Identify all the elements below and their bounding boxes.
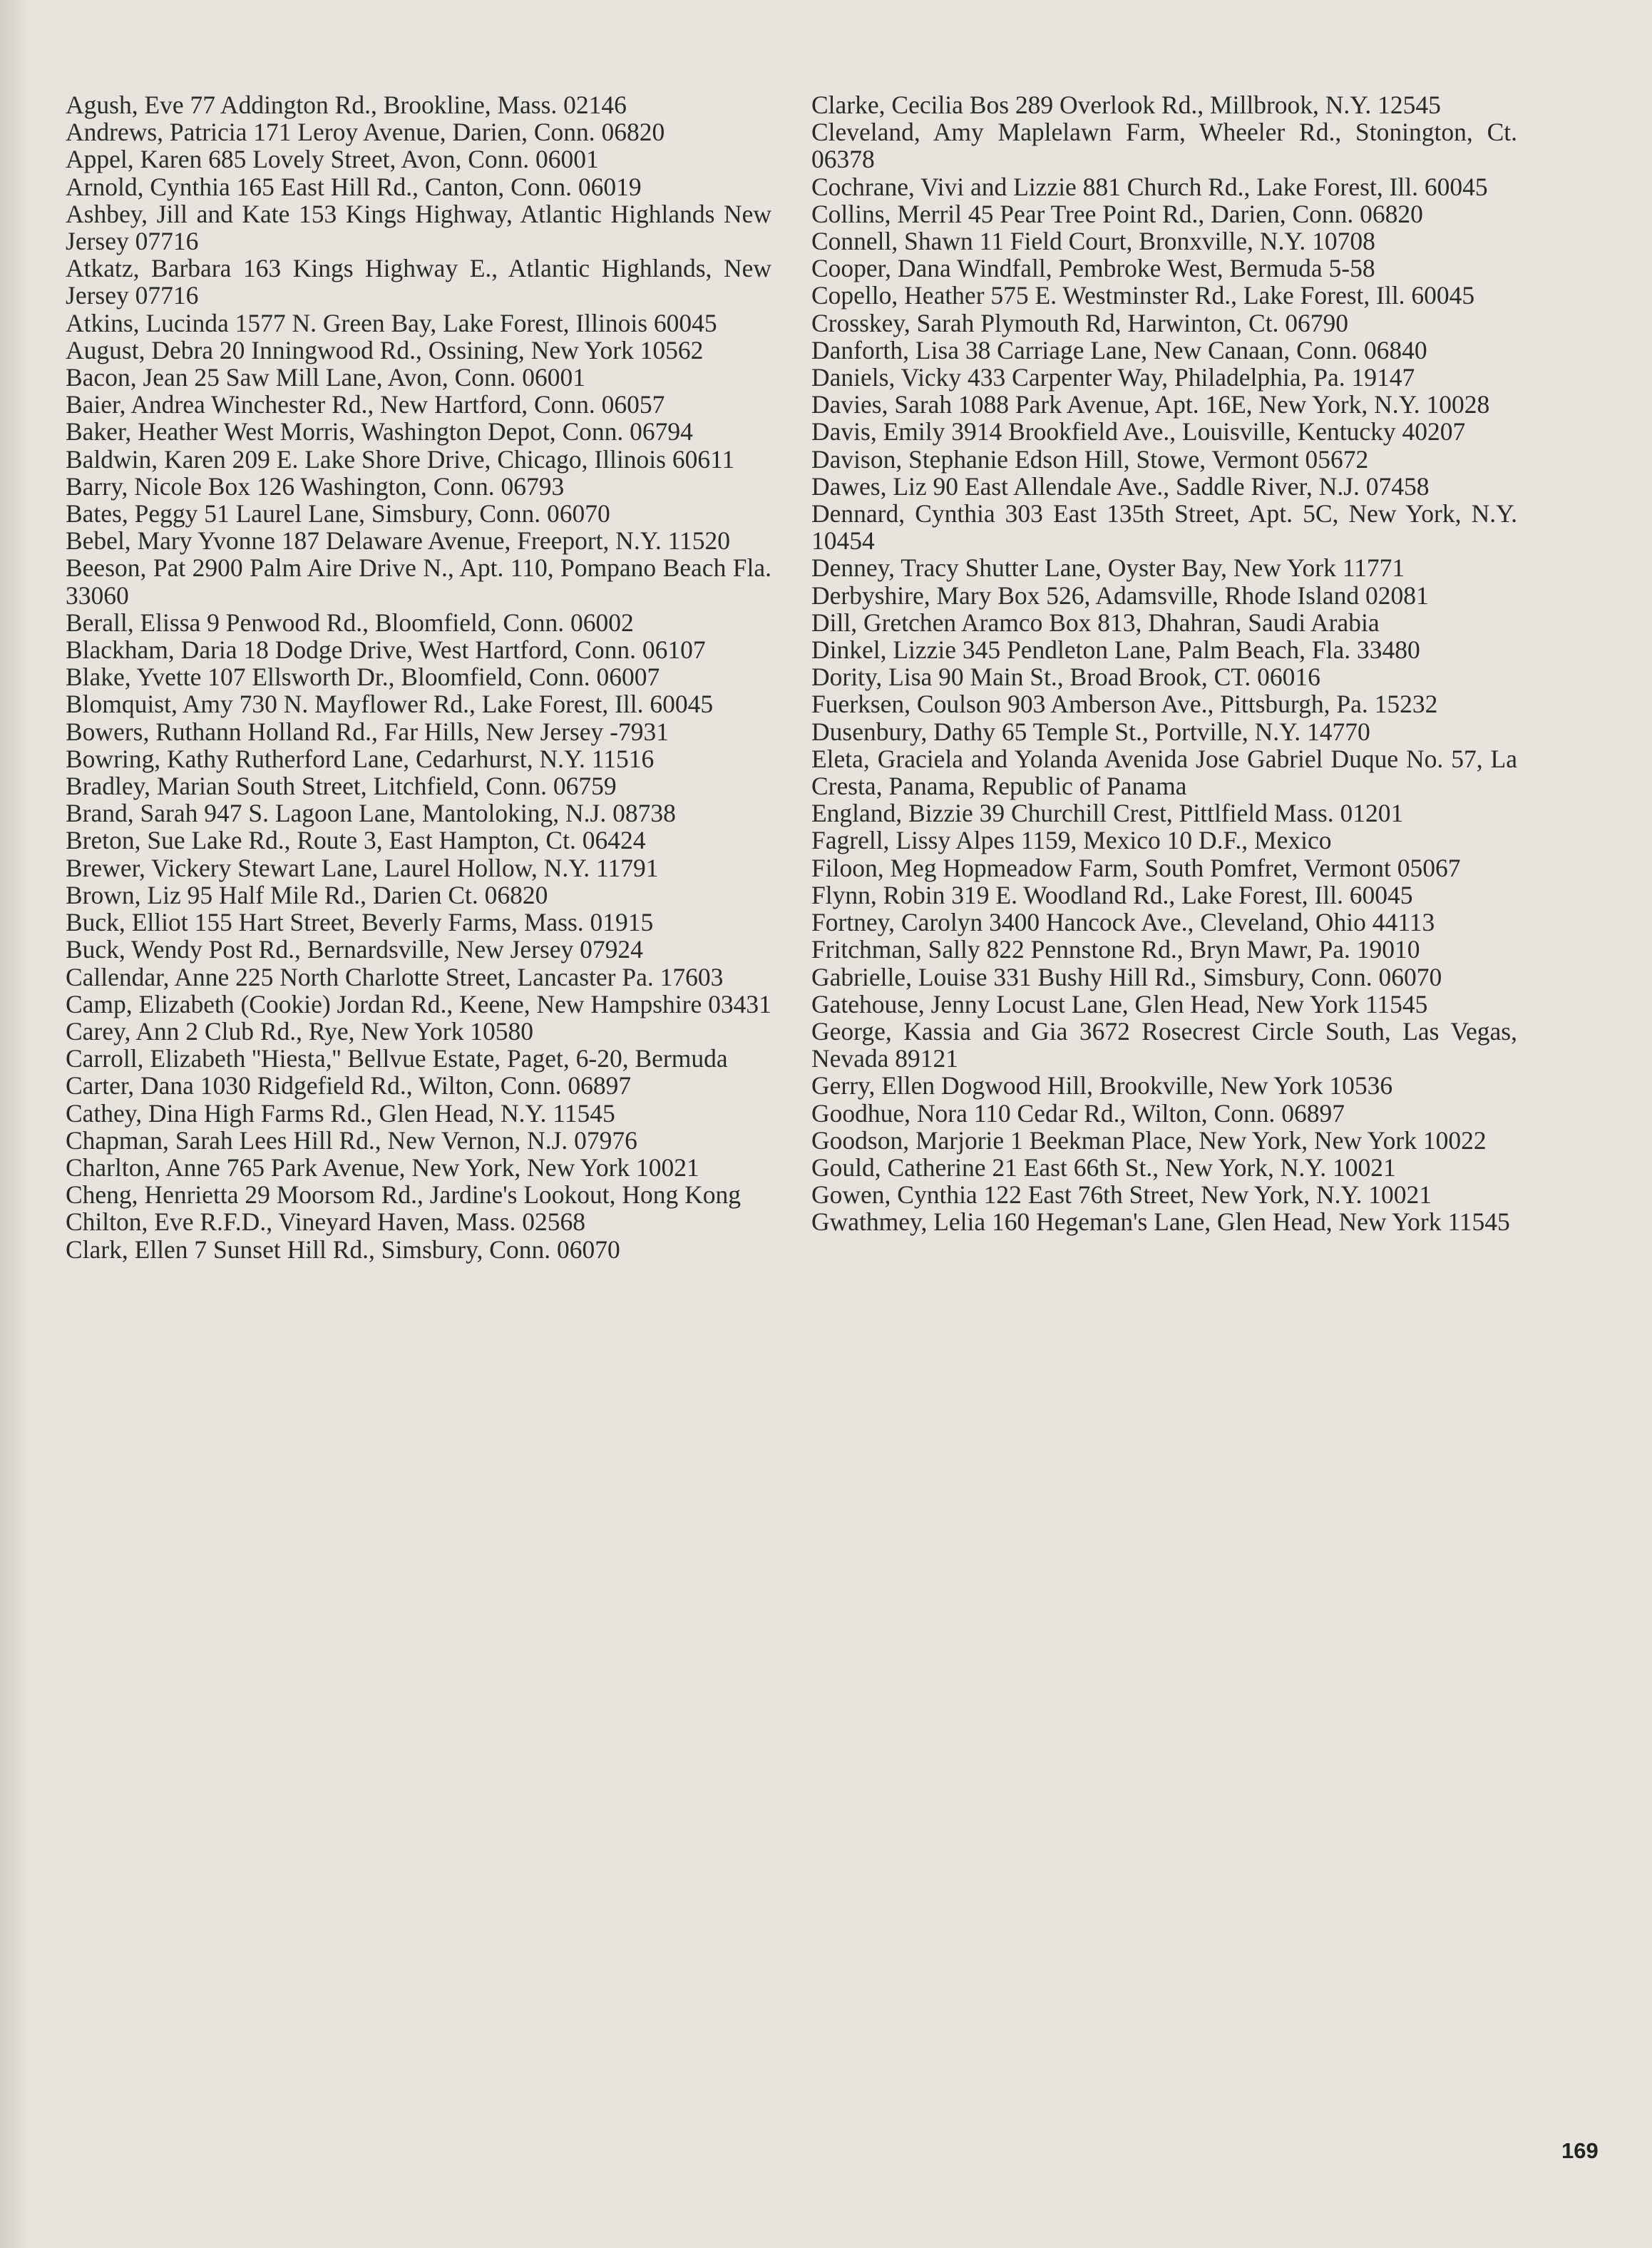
entry-address: Lisa 38 Carriage Lane, New Canaan, Conn. 06840 (915, 335, 1427, 364)
entry-address: Pat 2900 Palm Aire Drive N., Apt. 110, Pompano Beach Fla. 33060 (66, 553, 772, 610)
entry-address: Anne 225 North Charlotte Street, Lancaster Pa. 17603 (174, 962, 724, 991)
entry-address: Barbara 163 Kings Highway E., Atlantic Highlands, New Jersey 07716 (66, 254, 771, 310)
entry-address: Shawn 11 Field Court, Bronxville, N.Y. 10708 (904, 227, 1375, 256)
entry-surname: Filoon, (811, 853, 884, 882)
entry-surname: Berall, (66, 608, 134, 637)
entry-address: Elissa 9 Penwood Rd., Bloomfield, Conn. 06002 (140, 608, 634, 637)
entry-surname: Bowring, (66, 744, 161, 773)
entry-address: Henrietta 29 Moorsom Rd., Jardine's Lookout, Hong Kong (144, 1180, 742, 1210)
entry-address: Cynthia 303 East 135th Street, Apt. 5C, New York, N.Y. 10454 (811, 499, 1518, 556)
directory-entry (811, 909, 1517, 936)
entry-surname: Connell, (811, 227, 898, 256)
entry-surname: Dusenbury, (811, 717, 928, 746)
directory-entry (811, 636, 1517, 663)
entry-surname: Atkatz, (66, 254, 140, 283)
page-binding-shadow (0, 0, 29, 2248)
directory-entry (66, 1181, 771, 1208)
entry-surname: Cheng, (66, 1180, 138, 1210)
entry-address: Sarah Lees Hill Rd., New Vernon, N.J. 07976 (175, 1125, 637, 1155)
entry-address: Catherine 21 East 66th St., New York, N.Y. 10021 (887, 1153, 1396, 1182)
entry-address: Cynthia 165 East Hill Rd., Canton, Conn. 06019 (150, 172, 642, 201)
directory-entry (66, 500, 771, 527)
directory-entry (811, 882, 1517, 909)
entry-surname: Dill, (811, 608, 858, 637)
directory-entry (66, 337, 771, 364)
directory-entry (66, 1154, 771, 1181)
entry-surname: Camp, (66, 989, 133, 1018)
entry-surname: Chapman, (66, 1125, 169, 1155)
entry-address: Marian South Street, Litchfield, Conn. 06759 (156, 772, 617, 801)
directory-entry (66, 554, 771, 608)
entry-surname: Bacon, (66, 363, 137, 392)
directory-entry (811, 500, 1517, 554)
entry-address: Elizabeth (Cookie) Jordan Rd., Keene, New Hampshire 03431 (138, 989, 771, 1018)
directory-entry (66, 418, 771, 445)
directory-entry (66, 527, 771, 554)
entry-address: Louise 331 Bushy Hill Rd., Simsbury, Conn. 06070 (918, 962, 1442, 991)
entry-surname: Breton, (66, 826, 141, 855)
entry-surname: England, (811, 799, 903, 828)
entry-surname: Bates, (66, 499, 128, 528)
entry-surname: Cooper, (811, 254, 891, 283)
directory-entry (66, 200, 771, 255)
directory-entry (811, 582, 1517, 609)
entry-address: Debra 20 Inningwood Rd., Ossining, New York 10562 (151, 335, 704, 364)
directory-entry (811, 718, 1517, 745)
entry-address: Dana 1030 Ridgefield Rd., Wilton, Conn. 06897 (140, 1071, 632, 1100)
entry-address: Sarah Plymouth Rd, Harwinton, Ct. 06790 (916, 308, 1349, 337)
directory-entry (66, 91, 771, 118)
entry-surname: Baldwin, (66, 444, 158, 474)
entry-address: Mary Yvonne 187 Delaware Avenue, Freeport, N.Y. 11520 (137, 526, 731, 556)
directory-entry (811, 690, 1517, 717)
entry-surname: Goodhue, (811, 1098, 911, 1128)
entry-surname: Bradley, (66, 772, 150, 801)
entry-address: Kassia and Gia 3672 Rosecrest Circle South, Las Vegas, Nevada 89121 (811, 1016, 1517, 1073)
entry-surname: Fagrell, (811, 826, 890, 855)
entry-surname: Eleta, (811, 744, 870, 773)
entry-surname: Goodson, (811, 1125, 910, 1155)
directory-entry (811, 418, 1517, 445)
entry-address: Emily 3914 Brookfield Ave., Louisville, Kentucky 40207 (883, 417, 1466, 446)
directory-entry (66, 1236, 771, 1263)
directory-entry (811, 1018, 1517, 1072)
entry-address: Cynthia 122 East 76th Street, New York, N.Y. 10021 (897, 1180, 1432, 1210)
entry-surname: Buck, (66, 908, 125, 937)
directory-entry (66, 827, 771, 854)
directory-column-left (66, 91, 771, 1263)
entry-surname: Buck, (66, 935, 125, 964)
directory-entry (66, 991, 771, 1018)
directory-entry (66, 909, 771, 936)
entry-address: Liz 95 Half Mile Rd., Darien Ct. 06820 (147, 880, 548, 909)
entry-address: Dathy 65 Temple St., Portville, N.Y. 14770 (933, 717, 1370, 746)
entry-address: Dana Windfall, Pembroke West, Bermuda 5-58 (897, 254, 1375, 283)
entry-surname: Cochrane, (811, 172, 915, 201)
directory-entry (811, 310, 1517, 337)
directory-entry (811, 173, 1517, 200)
directory-entry (66, 310, 771, 337)
entry-address: Elliot 155 Hart Street, Beverly Farms, Mass. 01915 (131, 908, 654, 937)
entry-surname: Callendar, (66, 962, 170, 991)
entry-address: Karen 209 E. Lake Shore Drive, Chicago, Illinois 60611 (164, 444, 735, 474)
directory-entry (811, 446, 1517, 473)
entry-address: Ruthann Holland Rd., Far Hills, New Jersey -7931 (155, 717, 669, 746)
entry-surname: Gerry, (811, 1071, 876, 1100)
entry-surname: Appel, (66, 145, 134, 174)
entry-address: Stephanie Edson Hill, Stowe, Vermont 05672 (908, 444, 1369, 474)
entry-surname: Dennard, (811, 499, 905, 528)
directory-entry (66, 364, 771, 391)
directory-entry (811, 991, 1517, 1018)
entry-surname: Dority, (811, 663, 883, 692)
entry-address: Marjorie 1 Beekman Place, New York, New York 10022 (915, 1125, 1487, 1155)
directory-entry (811, 827, 1517, 854)
entry-address: Graciela and Yolanda Avenida Jose Gabriel Duque No. 57, La Cresta, Panama, Republic of Panama (811, 744, 1517, 801)
entry-surname: Copello, (811, 281, 898, 310)
directory-entry (66, 882, 771, 909)
entry-address: Gretchen Aramco Box 813, Dhahran, Saudi Arabia (863, 608, 1380, 637)
directory-entry (66, 772, 771, 799)
entry-address: Lizzie 345 Pendleton Lane, Palm Beach, Fla. 33480 (893, 635, 1420, 665)
entry-address: Sue Lake Rd., Route 3, East Hampton, Ct. 06424 (147, 826, 646, 855)
directory-entry (811, 91, 1517, 118)
directory-entry (66, 145, 771, 173)
entry-address: Sarah 1088 Park Avenue, Apt. 16E, New York, N.Y. 10028 (894, 390, 1490, 419)
directory-entry (66, 1100, 771, 1127)
directory-entry (66, 636, 771, 663)
entry-address: Nora 110 Cedar Rd., Wilton, Conn. 06897 (916, 1098, 1345, 1128)
directory-entry (66, 1072, 771, 1099)
entry-address: Anne 765 Park Avenue, New York, New York 10021 (165, 1153, 699, 1182)
directory-entry (66, 799, 771, 827)
entry-address: Amy Maplelawn Farm, Wheeler Rd., Stonington, Ct. 06378 (811, 118, 1517, 174)
directory-entry (811, 854, 1517, 882)
entry-surname: Brewer, (66, 853, 145, 882)
directory-entry (66, 964, 771, 991)
entry-surname: Atkins, (66, 308, 140, 337)
directory-entry (66, 854, 771, 882)
entry-address: Jill and Kate 153 Kings Highway, Atlantic Highlands New Jersey 07716 (66, 199, 772, 256)
entry-address: Wendy Post Rd., Bernardsville, New Jersey 07924 (131, 935, 643, 964)
entry-surname: Denney, (811, 553, 895, 583)
entry-address: Ellen 7 Sunset Hill Rd., Simsbury, Conn. 06070 (134, 1235, 620, 1264)
directory-entry (66, 173, 771, 200)
entry-surname: Dawes, (811, 471, 887, 501)
directory-entry (66, 936, 771, 963)
entry-address: Ellen Dogwood Hill, Brookville, New York 10536 (881, 1071, 1393, 1100)
directory-entry (66, 718, 771, 745)
entry-surname: Bowers, (66, 717, 150, 746)
entry-address: Vicky 433 Carpenter Way, Philadelphia, Pa. 19147 (901, 363, 1415, 392)
directory-entry (66, 118, 771, 145)
entry-surname: Carter, (66, 1071, 135, 1100)
directory-entry (811, 391, 1517, 418)
entry-surname: Clarke, (811, 91, 886, 119)
entry-address: Amy 730 N. Mayflower Rd., Lake Forest, Ill. 60045 (182, 690, 714, 719)
entry-surname: Gould, (811, 1153, 881, 1182)
entry-surname: Blomquist, (66, 690, 178, 719)
directory-entry (811, 364, 1517, 391)
directory-entry (811, 936, 1517, 963)
directory-entry (66, 663, 771, 690)
entry-address: Cecilia Bos 289 Overlook Rd., Millbrook, N.Y. 12545 (891, 91, 1441, 119)
entry-surname: Ashbey, (66, 199, 148, 228)
directory-entry (811, 118, 1517, 173)
entry-address: Sarah 947 S. Lagoon Lane, Mantoloking, N.J. 08738 (140, 799, 676, 828)
entry-address: Merril 45 Pear Tree Point Rd., Darien, Conn. 06820 (897, 199, 1423, 228)
directory-entry (811, 337, 1517, 364)
directory-entry (66, 1018, 771, 1045)
entry-surname: Chilton, (66, 1207, 148, 1237)
directory-entry (66, 255, 771, 309)
directory-entry (811, 1072, 1517, 1099)
entry-address: Jean 25 Saw Mill Lane, Avon, Conn. 06001 (143, 363, 585, 392)
entry-surname: Dinkel, (811, 635, 887, 665)
entry-address: Jenny Locust Lane, Glen Head, New York 11545 (930, 989, 1428, 1018)
entry-surname: Agush, (66, 91, 138, 119)
entry-address: Robin 319 E. Woodland Rd., Lake Forest, Ill. 60045 (883, 880, 1413, 909)
entry-surname: Flynn, (811, 880, 877, 909)
entry-surname: Baker, (66, 417, 132, 446)
entry-surname: Cathey, (66, 1098, 143, 1128)
directory-entry (811, 228, 1517, 255)
entry-address: Nicole Box 126 Washington, Conn. 06793 (134, 471, 565, 501)
entry-address: Lucinda 1577 N. Green Bay, Lake Forest, Illinois 60045 (145, 308, 717, 337)
directory-entry (811, 663, 1517, 690)
entry-surname: Gatehouse, (811, 989, 925, 1018)
directory-entry (811, 1100, 1517, 1127)
entry-address: Meg Hopmeadow Farm, South Pomfret, Vermont 05067 (890, 853, 1461, 882)
directory-entry (811, 745, 1517, 799)
entry-surname: Blackham, (66, 635, 175, 665)
directory-entry (811, 1154, 1517, 1181)
entry-surname: Davies, (811, 390, 888, 419)
directory-entry (811, 799, 1517, 827)
entry-surname: Clark, (66, 1235, 128, 1264)
directory-entry (811, 473, 1517, 500)
entry-address: Lisa 90 Main St., Broad Brook, CT. 06016 (888, 663, 1320, 692)
entry-surname: Blake, (66, 663, 131, 692)
entry-surname: Davis, (811, 417, 877, 446)
entry-address: Heather 575 E. Westminster Rd., Lake Forest, Ill. 60045 (904, 281, 1475, 310)
entry-surname: George, (811, 1016, 892, 1046)
entry-surname: Andrews, (66, 118, 164, 147)
directory-entry (811, 255, 1517, 282)
entry-surname: Daniels, (811, 363, 896, 392)
directory-entry (66, 446, 771, 473)
entry-surname: Collins, (811, 199, 891, 228)
entry-address: Ann 2 Club Rd., Rye, New York 10580 (135, 1016, 534, 1046)
entry-address: Elizabeth ''Hiesta,'' Bellvue Estate, Paget, 6-20, Bermuda (150, 1044, 728, 1073)
entry-address: Sally 822 Pennstone Rd., Bryn Mawr, Pa. 19010 (928, 935, 1420, 964)
entry-surname: Cleveland, (811, 118, 920, 147)
entry-address: Tracy Shutter Lane, Oyster Bay, New York 11771 (901, 553, 1405, 583)
directory-entry (66, 473, 771, 500)
entry-surname: Brand, (66, 799, 134, 828)
entry-address: Eve 77 Addington Rd., Brookline, Mass. 02146 (144, 91, 627, 119)
entry-address: Vickery Stewart Lane, Laurel Hollow, N.Y. 11791 (151, 853, 659, 882)
entry-address: Lissy Alpes 1159, Mexico 10 D.F., Mexico (896, 826, 1332, 855)
entry-surname: Beeson, (66, 553, 147, 583)
entry-surname: Gwathmey, (811, 1207, 928, 1237)
entry-address: Vivi and Lizzie 881 Church Rd., Lake Forest, Ill. 60045 (920, 172, 1488, 201)
entry-address: Karen 685 Lovely Street, Avon, Conn. 06001 (140, 145, 599, 174)
entry-surname: Fortney, (811, 908, 896, 937)
entry-surname: Barry, (66, 471, 128, 501)
entry-surname: Danforth, (811, 335, 910, 364)
entry-surname: Brown, (66, 880, 141, 909)
entry-surname: Charlton, (66, 1153, 161, 1182)
entry-surname: Crosskey, (811, 308, 910, 337)
directory-entry (66, 745, 771, 772)
directory-entry (66, 690, 771, 717)
entry-address: Yvette 107 Ellsworth Dr., Bloomfield, Conn. 06007 (136, 663, 660, 692)
directory-entry (66, 1208, 771, 1235)
directory-entry (66, 1045, 771, 1072)
entry-surname: Carroll, (66, 1044, 144, 1073)
entry-surname: Bebel, (66, 526, 131, 556)
entry-address: Eve R.F.D., Vineyard Haven, Mass. 02568 (154, 1207, 585, 1237)
entry-address: Dina High Farms Rd., Glen Head, N.Y. 11545 (148, 1098, 615, 1128)
directory-entry (811, 1127, 1517, 1154)
entry-address: Mary Box 526, Adamsville, Rhode Island 02081 (936, 581, 1429, 610)
directory-entry (66, 391, 771, 418)
entry-surname: Derbyshire, (811, 581, 930, 610)
entry-surname: Davison, (811, 444, 903, 474)
directory-entry (811, 609, 1517, 636)
directory-entry (811, 1208, 1517, 1235)
directory-entry (811, 200, 1517, 228)
directory-entry (66, 609, 771, 636)
entry-address: Lelia 160 Hegeman's Lane, Glen Head, New York 11545 (933, 1207, 1510, 1237)
entry-address: Bizzie 39 Churchill Crest, Pittlfield Mass. 01201 (908, 799, 1404, 828)
directory-entry (811, 964, 1517, 991)
entry-surname: Arnold, (66, 172, 144, 201)
directory-column-right (811, 91, 1517, 1236)
entry-surname: Fritchman, (811, 935, 922, 964)
entry-address: Daria 18 Dodge Drive, West Hartford, Conn. 06107 (180, 635, 706, 665)
entry-surname: Fuerksen, (811, 690, 911, 719)
entry-address: Coulson 903 Amberson Ave., Pittsburgh, Pa. 15232 (916, 690, 1438, 719)
entry-surname: Gowen, (811, 1180, 891, 1210)
directory-entry (811, 554, 1517, 581)
entry-surname: Gabrielle, (811, 962, 912, 991)
directory-entry (811, 282, 1517, 309)
entry-address: Carolyn 3400 Hancock Ave., Cleveland, Ohio 44113 (901, 908, 1435, 937)
entry-surname: Carey, (66, 1016, 131, 1046)
entry-address: Andrea Winchester Rd., New Hartford, Conn. 06057 (130, 390, 665, 419)
directory-entry (811, 1181, 1517, 1208)
entry-address: Liz 90 East Allendale Ave., Saddle River, N.J. 07458 (893, 471, 1430, 501)
directory-entry (66, 1127, 771, 1154)
entry-surname: August, (66, 335, 145, 364)
entry-surname: Baier, (66, 390, 126, 419)
entry-address: Heather West Morris, Washington Depot, Conn. 06794 (138, 417, 693, 446)
entry-address: Kathy Rutherford Lane, Cedarhurst, N.Y. 11516 (167, 744, 655, 773)
entry-address: Patricia 171 Leroy Avenue, Darien, Conn. 06820 (169, 118, 665, 147)
page-number: 169 (1561, 2138, 1599, 2163)
entry-address: Peggy 51 Laurel Lane, Simsbury, Conn. 06070 (134, 499, 610, 528)
